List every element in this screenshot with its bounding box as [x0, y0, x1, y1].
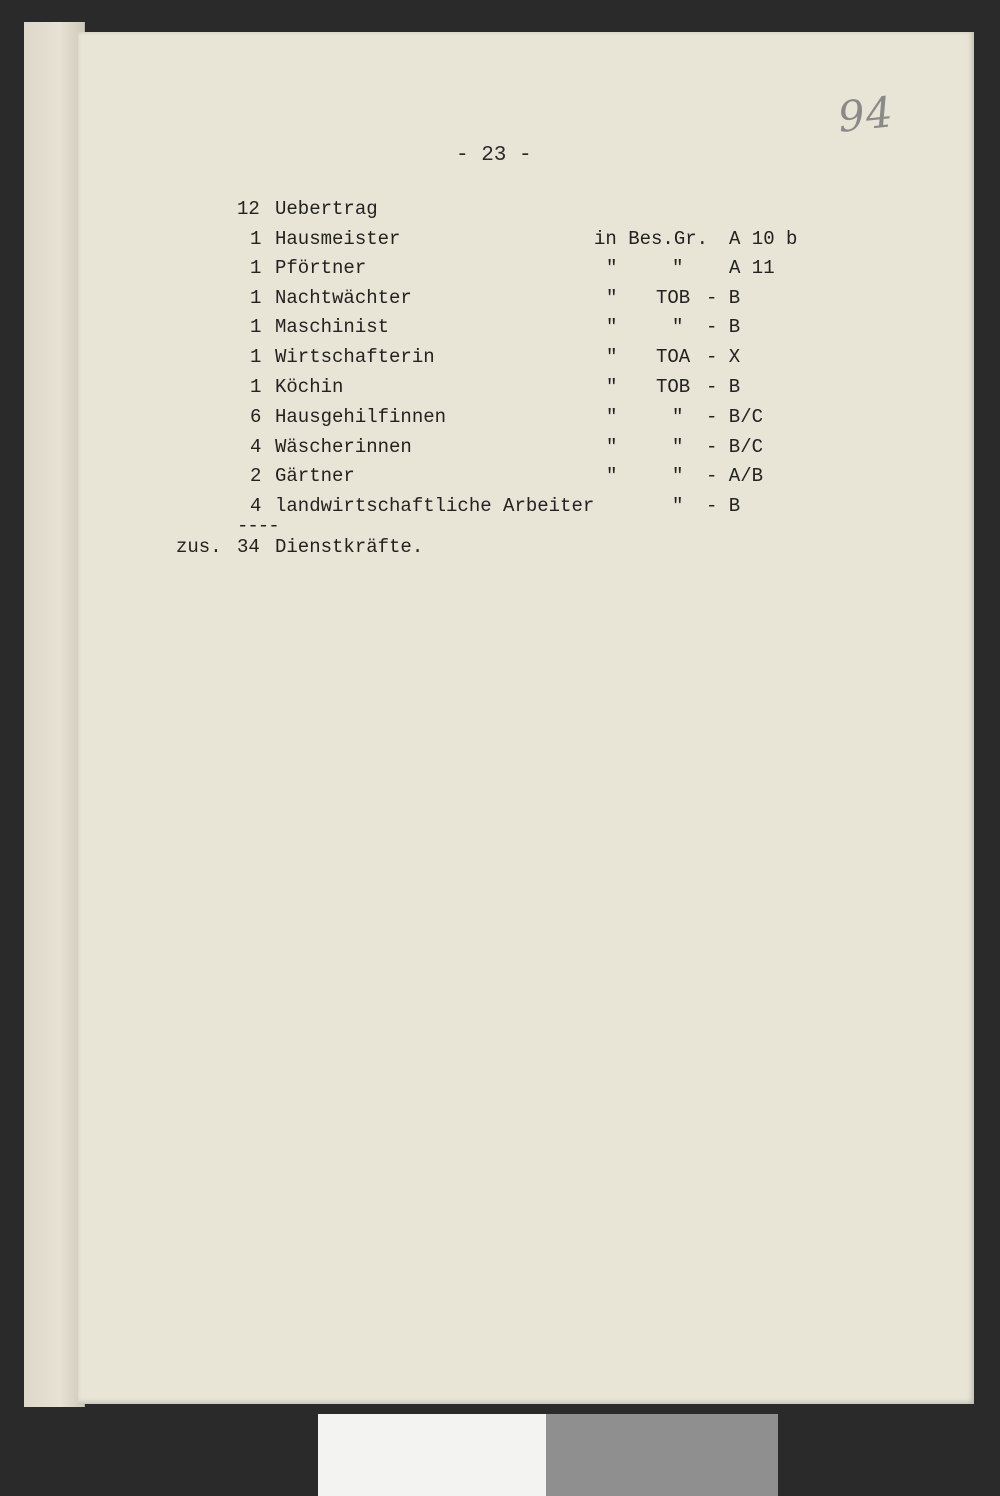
- row-count: 6: [250, 406, 262, 428]
- row-count: 1: [250, 228, 262, 250]
- row-role: Köchin: [275, 376, 344, 398]
- row-ditto: ": [606, 376, 618, 398]
- row-role: Maschinist: [275, 316, 390, 338]
- page-number: - 23 -: [456, 144, 532, 167]
- row-pay-group: A 10 b: [729, 228, 798, 250]
- row-role: Hausgehilfinnen: [275, 406, 447, 428]
- row-count: 1: [250, 346, 262, 368]
- row-pay-group: - B: [706, 316, 741, 338]
- row-role: Nachtwächter: [275, 287, 412, 309]
- row-role: landwirtschaftliche Arbeiter: [275, 495, 595, 517]
- row-count: 4: [250, 495, 262, 517]
- row-pay-group: - B: [706, 495, 741, 517]
- row-ditto: ": [606, 406, 618, 428]
- row-count: 2: [250, 465, 262, 487]
- row-ditto-mid: ": [672, 316, 684, 338]
- row-tariff: TOB: [656, 287, 691, 309]
- sum-separator: ----: [237, 515, 279, 537]
- carry-over-label: Uebertrag: [275, 198, 378, 220]
- row-ditto-mid: ": [672, 495, 684, 517]
- total-count: 34: [237, 536, 260, 558]
- row-tariff: TOA: [656, 346, 691, 368]
- row-ditto: ": [606, 346, 618, 368]
- row-ditto: ": [606, 436, 618, 458]
- row-count: 1: [250, 257, 262, 279]
- row-role: Wäscherinnen: [275, 436, 412, 458]
- row-pay-group-prefix: in Bes.Gr.: [594, 228, 709, 250]
- row-pay-group: - B/C: [706, 436, 764, 458]
- gray-patch: [546, 1414, 778, 1496]
- row-pay-group: - B: [706, 287, 741, 309]
- row-count: 1: [250, 376, 262, 398]
- total-prefix: zus.: [176, 536, 222, 558]
- document-page: [78, 32, 974, 1404]
- carry-over-count: 12: [237, 198, 260, 220]
- row-role: Gärtner: [275, 465, 355, 487]
- row-pay-group: - X: [706, 346, 741, 368]
- row-count: 4: [250, 436, 262, 458]
- row-count: 1: [250, 316, 262, 338]
- white-patch: [318, 1414, 546, 1496]
- row-role: Wirtschafterin: [275, 346, 435, 368]
- row-pay-group: - B: [706, 376, 741, 398]
- total-label: Dienstkräfte.: [275, 536, 424, 558]
- row-ditto-mid: ": [672, 257, 684, 279]
- row-pay-group: - A/B: [706, 465, 764, 487]
- row-ditto: ": [606, 316, 618, 338]
- row-ditto-mid: ": [672, 406, 684, 428]
- row-role: Pförtner: [275, 257, 367, 279]
- row-pay-group: - B/C: [706, 406, 764, 428]
- scan-calibration-strip: [318, 1414, 778, 1496]
- left-page-edge: [24, 22, 85, 1407]
- row-role: Hausmeister: [275, 228, 401, 250]
- row-pay-group: A 11: [729, 257, 775, 279]
- row-tariff: TOB: [656, 376, 691, 398]
- row-ditto-mid: ": [672, 436, 684, 458]
- row-count: 1: [250, 287, 262, 309]
- row-ditto-mid: ": [672, 465, 684, 487]
- row-ditto: ": [606, 465, 618, 487]
- row-ditto: ": [606, 257, 618, 279]
- handwritten-folio-number: 94: [835, 87, 896, 142]
- row-ditto: ": [606, 287, 618, 309]
